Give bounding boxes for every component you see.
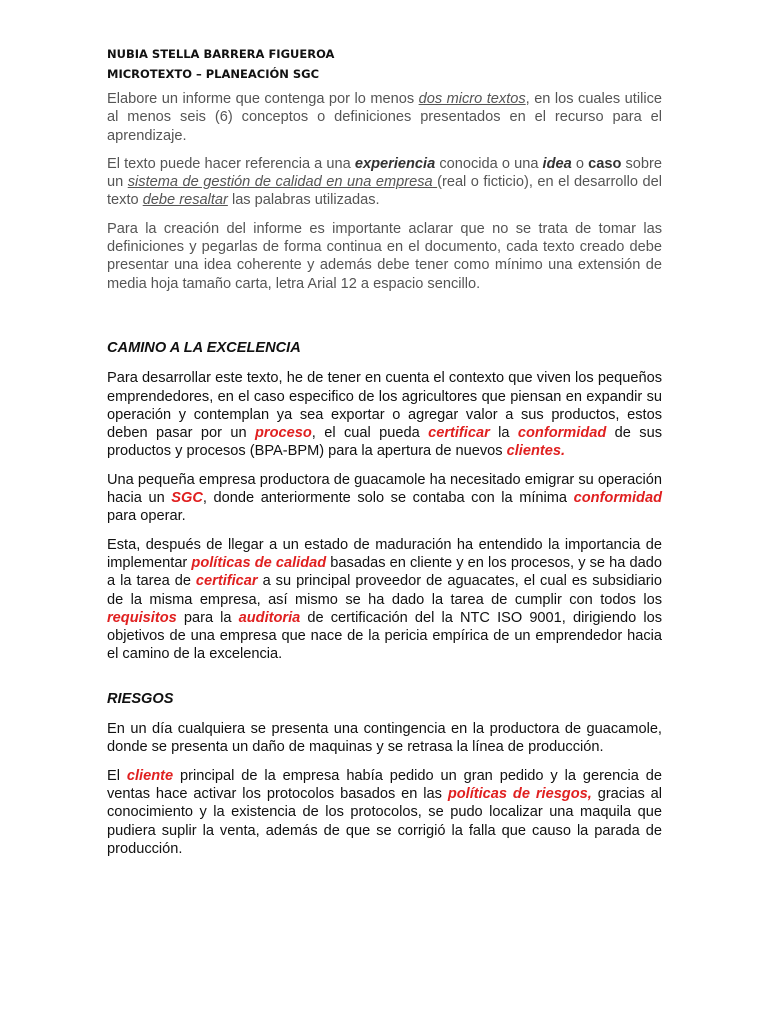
camino-paragraph-1: Para desarrollar este texto, he de tener en cuenta el contexto que viven los pequeños emprendedores, en el caso especifico de los agricultores que piensan en expandir su operación y contemplan ya sea exportar o agregar valor a sus productos, estos deben pasar por un proceso, el cual pueda certificar la conformidad de sus productos y procesos (BPA-BPM) para la apertura de nuevos clientes. [107,370,662,460]
instruction-paragraph-2: El texto puede hacer referencia a una experiencia conocida o una idea o caso sobre un sistema de gestión de calidad en una empresa (real o ficticio), en el desarrollo del texto debe resaltar las palabras utilizadas. [107,155,662,209]
instructions [107,90,662,293]
camino-paragraph-3: Esta, después de llegar a un estado de maduración ha entendido la importancia de implementar políticas de calidad basadas en cliente y en los procesos, y se ha dado a la tarea de certificar a su principal proveedor de aguacates, el cual es subsidiario de la misma empresa, así mismo se ha dado la tarea de cumplir con todos los requisitos para la auditoria de certificación del la NTC ISO 9001, dirigiendo los objetivos de una empresa que nace de la pericia empírica de un emprendedor hacia el camino de la excelencia. [107,536,662,663]
riesgos-paragraph-1: En un día cualquiera se presenta una contingencia en la productora de guacamole, donde se presenta un daño de maquinas y se retrasa la línea de producción. [107,721,662,756]
section-title-camino: CAMINO A LA EXCELENCIA [107,339,301,356]
instruction-paragraph-1: Elabore un informe que contenga por lo menos dos micro textos, en los cuales utilice al menos seis (6) conceptos o definiciones presentados en el recurso para el aprendizaje. [107,91,662,144]
instruction-paragraph-3: Para la creación del informe es importante aclarar que no se trata de tomar las definiciones y pegarlas de forma continua en el documento, cada texto creado debe presentar una idea coherente y además debe tener como mínimo una extensión de media hoja tamaño carta, letra Arial 12 a espacio sencillo. [107,220,662,292]
section-title-riesgos: RIESGOS [107,690,174,707]
document-body [107,90,662,868]
document-subtitle: MICROTEXTO – PLANEACIÓN SGC [107,67,320,81]
author-name: NUBIA STELLA BARRERA FIGUEROA [107,47,335,61]
camino-paragraph-2: Una pequeña empresa productora de guacamole ha necesitado emigrar su operación hacia un SGC, donde anteriormente solo se contaba con la mínima conformidad para operar. [107,471,662,525]
riesgos-paragraph-2: El cliente principal de la empresa había pedido un gran pedido y la gerencia de ventas hace activar los protocolos basados en las políticas de riesgos, gracias al conocimiento y la existencia de los protocolos, se pudo localizar una maquila que pudiera suplir la venta, además de que se corrigió la falla que causo la parada de producción. [107,767,662,857]
document-header [107,44,334,84]
